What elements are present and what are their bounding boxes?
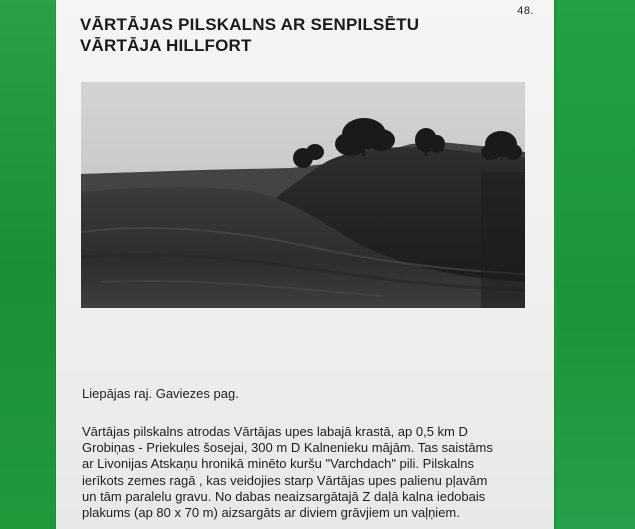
page-title xyxy=(80,14,419,56)
description-line: Grobiņas - Priekules šosejai, 300 m D Kalnenieku mājām. Tas saistāms xyxy=(82,440,493,456)
location-line: Liepājas raj. Gaviezes pag. xyxy=(82,386,239,401)
description-paragraph xyxy=(82,424,530,521)
description-line: un tām paralelu gravu. No dabas neaizsargātajā Z daļā kalna iedobais xyxy=(82,488,486,504)
photo-shadow xyxy=(481,172,525,308)
hillfort-photo xyxy=(81,82,525,308)
printed-sheet xyxy=(56,0,554,529)
description-line: plakums (ap 80 x 70 m) aizsargāts ar diviem grāvjiem un vaļņiem. xyxy=(82,505,460,521)
title-line-1: VĀRTĀJAS PILSKALNS AR SENPILSĒTU xyxy=(80,15,420,34)
description-line: Vārtājas pilskalns atrodas Vārtājas upes labajā krastā, ap 0,5 km D xyxy=(82,424,468,439)
green-background-right xyxy=(557,0,635,529)
hillfort-photo-svg xyxy=(81,82,525,308)
description-line: ar Livonijas Atskaņu hronikā minēto kuršu "Varchdach" pili. Pilskalns xyxy=(82,456,474,472)
green-background-left xyxy=(0,0,60,529)
description-line: ierīkots zemes ragā , kas veidojies starp Vārtājas upes palienu pļavām xyxy=(82,472,488,488)
title-line-2: VĀRTĀJA HILLFORT xyxy=(80,36,252,55)
page-number: 48. xyxy=(517,5,534,17)
